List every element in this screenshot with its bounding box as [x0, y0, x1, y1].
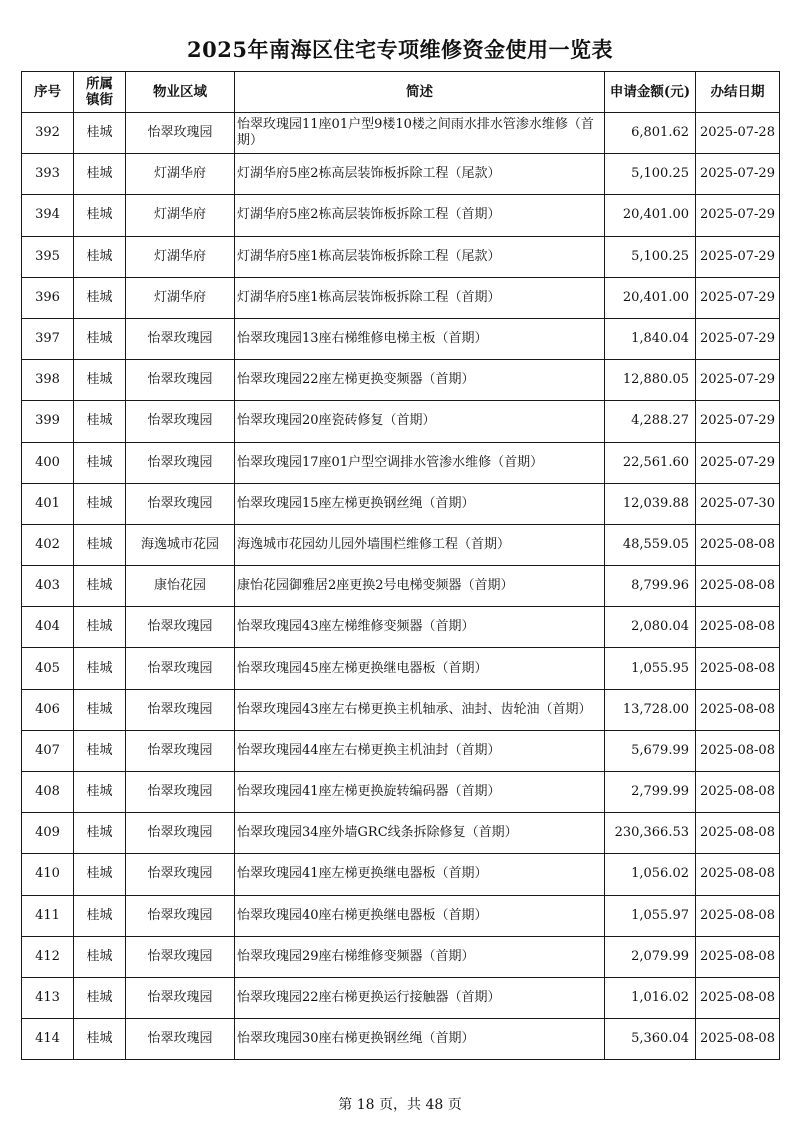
cell-date: 2025-07-29: [696, 360, 780, 401]
cell-town: 桂城: [74, 566, 126, 607]
table-row: [22, 936, 780, 977]
cell-town: 桂城: [74, 936, 126, 977]
table-row: [22, 813, 780, 854]
table-row: [22, 689, 780, 730]
cell-desc: 灯湖华府5座2栋高层装饰板拆除工程（首期）: [235, 195, 605, 236]
cell-seq: 413: [22, 977, 74, 1018]
header-desc: 简述: [235, 72, 605, 113]
cell-amount: 13,728.00: [605, 689, 696, 730]
cell-amount: 20,401.00: [605, 277, 696, 318]
cell-amount: 1,840.04: [605, 318, 696, 359]
cell-town: 桂城: [74, 977, 126, 1018]
cell-date: 2025-07-29: [696, 318, 780, 359]
cell-date: 2025-08-08: [696, 936, 780, 977]
cell-area: 怡翠玫瑰园: [126, 772, 235, 813]
cell-amount: 4,288.27: [605, 401, 696, 442]
table-row: [22, 360, 780, 401]
cell-amount: 5,360.04: [605, 1019, 696, 1060]
table-row: [22, 524, 780, 565]
table-row: [22, 895, 780, 936]
cell-amount: 1,055.97: [605, 895, 696, 936]
cell-area: 怡翠玫瑰园: [126, 648, 235, 689]
cell-date: 2025-08-08: [696, 566, 780, 607]
cell-seq: 398: [22, 360, 74, 401]
cell-desc: 怡翠玫瑰园34座外墙GRC线条拆除修复（首期）: [235, 813, 605, 854]
table-row: [22, 401, 780, 442]
cell-area: 怡翠玫瑰园: [126, 977, 235, 1018]
cell-area: 怡翠玫瑰园: [126, 1019, 235, 1060]
cell-amount: 12,039.88: [605, 483, 696, 524]
header-seq: 序号: [22, 72, 74, 113]
cell-town: 桂城: [74, 442, 126, 483]
cell-amount: 1,016.02: [605, 977, 696, 1018]
cell-date: 2025-07-29: [696, 154, 780, 195]
cell-town: 桂城: [74, 318, 126, 359]
cell-date: 2025-07-29: [696, 442, 780, 483]
cell-date: 2025-07-29: [696, 236, 780, 277]
cell-date: 2025-08-08: [696, 689, 780, 730]
cell-seq: 411: [22, 895, 74, 936]
cell-desc: 怡翠玫瑰园22座右梯更换运行接触器（首期）: [235, 977, 605, 1018]
cell-seq: 403: [22, 566, 74, 607]
cell-desc: 灯湖华府5座2栋高层装饰板拆除工程（尾款）: [235, 154, 605, 195]
cell-date: 2025-08-08: [696, 730, 780, 771]
table-row: [22, 236, 780, 277]
cell-desc: 怡翠玫瑰园43座左右梯更换主机轴承、油封、齿轮油（首期）: [235, 689, 605, 730]
cell-desc: 怡翠玫瑰园30座右梯更换钢丝绳（首期）: [235, 1019, 605, 1060]
cell-town: 桂城: [74, 195, 126, 236]
cell-amount: 5,100.25: [605, 236, 696, 277]
table-row: [22, 772, 780, 813]
cell-seq: 393: [22, 154, 74, 195]
cell-amount: 1,056.02: [605, 854, 696, 895]
cell-area: 灯湖华府: [126, 236, 235, 277]
header-area: 物业区域: [126, 72, 235, 113]
cell-town: 桂城: [74, 689, 126, 730]
cell-seq: 409: [22, 813, 74, 854]
cell-amount: 5,100.25: [605, 154, 696, 195]
cell-seq: 408: [22, 772, 74, 813]
table-row: [22, 483, 780, 524]
cell-area: 怡翠玫瑰园: [126, 689, 235, 730]
cell-desc: 怡翠玫瑰园13座右梯维修电梯主板（首期）: [235, 318, 605, 359]
cell-seq: 407: [22, 730, 74, 771]
cell-town: 桂城: [74, 895, 126, 936]
cell-area: 怡翠玫瑰园: [126, 113, 235, 154]
cell-desc: 海逸城市花园幼儿园外墙围栏维修工程（首期）: [235, 524, 605, 565]
table-row: [22, 113, 780, 154]
cell-amount: 5,679.99: [605, 730, 696, 771]
header-town-line1: 所属: [86, 76, 113, 92]
cell-date: 2025-07-28: [696, 113, 780, 154]
cell-town: 桂城: [74, 236, 126, 277]
cell-seq: 396: [22, 277, 74, 318]
cell-town: 桂城: [74, 113, 126, 154]
cell-town: 桂城: [74, 854, 126, 895]
cell-seq: 406: [22, 689, 74, 730]
cell-amount: 1,055.95: [605, 648, 696, 689]
cell-town: 桂城: [74, 360, 126, 401]
cell-amount: 6,801.62: [605, 113, 696, 154]
cell-date: 2025-08-08: [696, 524, 780, 565]
cell-date: 2025-07-29: [696, 195, 780, 236]
cell-area: 海逸城市花园: [126, 524, 235, 565]
cell-date: 2025-07-29: [696, 277, 780, 318]
cell-desc: 怡翠玫瑰园45座左梯更换继电器板（首期）: [235, 648, 605, 689]
cell-town: 桂城: [74, 1019, 126, 1060]
cell-seq: 397: [22, 318, 74, 359]
cell-seq: 410: [22, 854, 74, 895]
cell-area: 怡翠玫瑰园: [126, 607, 235, 648]
cell-seq: 400: [22, 442, 74, 483]
cell-town: 桂城: [74, 730, 126, 771]
cell-town: 桂城: [74, 483, 126, 524]
cell-seq: 392: [22, 113, 74, 154]
cell-town: 桂城: [74, 401, 126, 442]
cell-desc: 灯湖华府5座1栋高层装饰板拆除工程（首期）: [235, 277, 605, 318]
table-row: [22, 648, 780, 689]
cell-date: 2025-08-08: [696, 895, 780, 936]
cell-date: 2025-08-08: [696, 813, 780, 854]
table-body: [22, 113, 780, 1060]
cell-area: 灯湖华府: [126, 154, 235, 195]
cell-town: 桂城: [74, 154, 126, 195]
cell-seq: 402: [22, 524, 74, 565]
cell-town: 桂城: [74, 772, 126, 813]
cell-desc: 怡翠玫瑰园17座01户型空调排水管渗水维修（首期）: [235, 442, 605, 483]
cell-desc: 怡翠玫瑰园44座左右梯更换主机油封（首期）: [235, 730, 605, 771]
table-row: [22, 1019, 780, 1060]
cell-amount: 230,366.53: [605, 813, 696, 854]
cell-seq: 395: [22, 236, 74, 277]
cell-area: 怡翠玫瑰园: [126, 442, 235, 483]
table-row: [22, 607, 780, 648]
maintenance-fund-table: [21, 71, 780, 1060]
header-date: 办结日期: [696, 72, 780, 113]
table-row: [22, 977, 780, 1018]
header-town-line2: 镇街: [86, 92, 113, 108]
cell-town: 桂城: [74, 277, 126, 318]
page-footer: 第 18 页，共 48 页: [338, 1097, 462, 1113]
cell-area: 怡翠玫瑰园: [126, 360, 235, 401]
cell-amount: 2,079.99: [605, 936, 696, 977]
table-row: [22, 442, 780, 483]
cell-desc: 怡翠玫瑰园29座右梯维修变频器（首期）: [235, 936, 605, 977]
cell-town: 桂城: [74, 648, 126, 689]
cell-seq: 401: [22, 483, 74, 524]
cell-area: 怡翠玫瑰园: [126, 318, 235, 359]
cell-seq: 399: [22, 401, 74, 442]
cell-seq: 414: [22, 1019, 74, 1060]
cell-area: 怡翠玫瑰园: [126, 813, 235, 854]
cell-area: 怡翠玫瑰园: [126, 854, 235, 895]
cell-town: 桂城: [74, 813, 126, 854]
cell-date: 2025-08-08: [696, 977, 780, 1018]
table-row: [22, 854, 780, 895]
table-row: [22, 730, 780, 771]
cell-area: 怡翠玫瑰园: [126, 483, 235, 524]
cell-desc: 怡翠玫瑰园41座左梯更换继电器板（首期）: [235, 854, 605, 895]
table-row: [22, 277, 780, 318]
cell-amount: 2,080.04: [605, 607, 696, 648]
cell-area: 康怡花园: [126, 566, 235, 607]
cell-date: 2025-07-29: [696, 401, 780, 442]
cell-desc: 灯湖华府5座1栋高层装饰板拆除工程（尾款）: [235, 236, 605, 277]
table-row: [22, 195, 780, 236]
cell-amount: 8,799.96: [605, 566, 696, 607]
cell-area: 怡翠玫瑰园: [126, 730, 235, 771]
cell-seq: 404: [22, 607, 74, 648]
cell-desc: 怡翠玫瑰园41座左梯更换旋转编码器（首期）: [235, 772, 605, 813]
cell-date: 2025-08-08: [696, 1019, 780, 1060]
cell-date: 2025-07-30: [696, 483, 780, 524]
table-header-row: [22, 72, 780, 113]
cell-amount: 2,799.99: [605, 772, 696, 813]
cell-seq: 394: [22, 195, 74, 236]
cell-date: 2025-08-08: [696, 648, 780, 689]
header-town: [74, 72, 126, 113]
cell-desc: 康怡花园御雅居2座更换2号电梯变频器（首期）: [235, 566, 605, 607]
document-title: 2025年南海区住宅专项维修资金使用一览表: [187, 37, 613, 62]
header-amount: 申请金额(元): [605, 72, 696, 113]
cell-area: 灯湖华府: [126, 195, 235, 236]
cell-town: 桂城: [74, 524, 126, 565]
cell-date: 2025-08-08: [696, 772, 780, 813]
cell-area: 怡翠玫瑰园: [126, 895, 235, 936]
cell-desc: 怡翠玫瑰园22座左梯更换变频器（首期）: [235, 360, 605, 401]
cell-amount: 20,401.00: [605, 195, 696, 236]
cell-desc: 怡翠玫瑰园43座左梯维修变频器（首期）: [235, 607, 605, 648]
cell-amount: 12,880.05: [605, 360, 696, 401]
table-row: [22, 566, 780, 607]
cell-area: 灯湖华府: [126, 277, 235, 318]
cell-desc: 怡翠玫瑰园11座01户型9楼10楼之间雨水排水管渗水维修（首期）: [235, 113, 605, 154]
cell-amount: 48,559.05: [605, 524, 696, 565]
table-row: [22, 154, 780, 195]
cell-desc: 怡翠玫瑰园40座右梯更换继电器板（首期）: [235, 895, 605, 936]
cell-area: 怡翠玫瑰园: [126, 936, 235, 977]
cell-desc: 怡翠玫瑰园20座瓷砖修复（首期）: [235, 401, 605, 442]
cell-seq: 412: [22, 936, 74, 977]
cell-desc: 怡翠玫瑰园15座左梯更换钢丝绳（首期）: [235, 483, 605, 524]
cell-amount: 22,561.60: [605, 442, 696, 483]
table-row: [22, 318, 780, 359]
cell-area: 怡翠玫瑰园: [126, 401, 235, 442]
cell-date: 2025-08-08: [696, 607, 780, 648]
cell-date: 2025-08-08: [696, 854, 780, 895]
cell-town: 桂城: [74, 607, 126, 648]
cell-seq: 405: [22, 648, 74, 689]
